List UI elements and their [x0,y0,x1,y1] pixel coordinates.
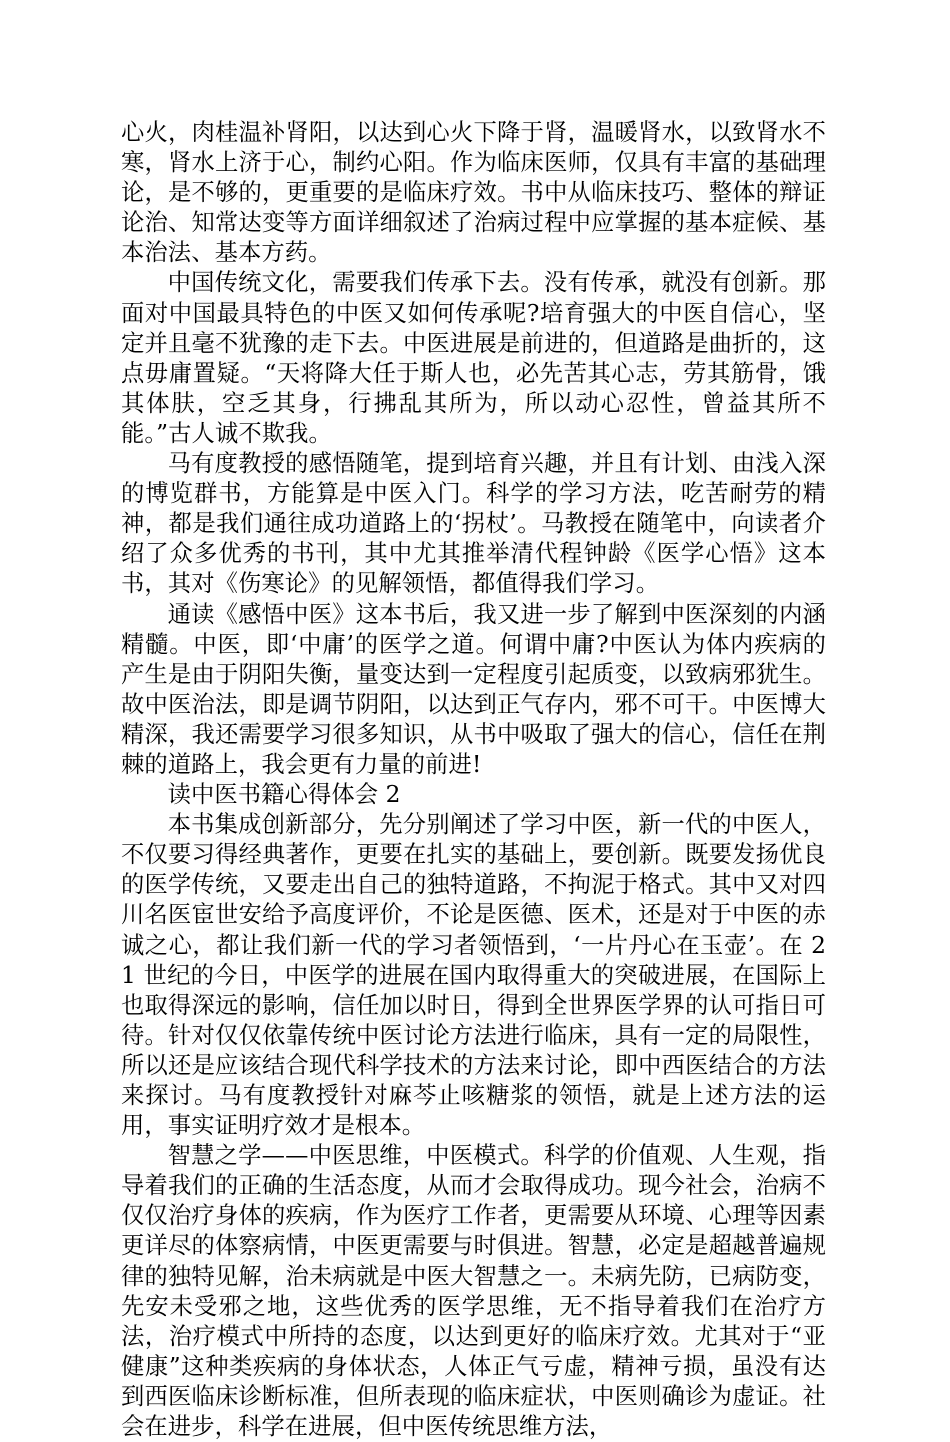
document-body [121,118,826,1442]
paragraph-1: 心火，肉桂温补肾阳，以达到心火下降于肾，温暖肾水，以致肾水不寒，肾水上济于心，制约心阳。作为临床医师，仅具有丰富的基础理论，是不够的，更重要的是临床疗效。书中从临床技巧、整体的辩证论治、知常达变等方面详细叙述了治病过程中应掌握的基本症候、基本治法、基本方药。 [121,119,826,267]
paragraph-3: 马有度教授的感悟随笔，提到培育兴趣，并且有计划、由浅入深的博览群书，方能算是中医入门。科学的学习方法，吃苦耐劳的精神，都是我们通往成功道路上的‘拐杖’。马教授在随笔中，向读者介绍了众多优秀的书刊，其中尤其推举清代程钟龄《医学心悟》这本书，其对《伤寒论》的见解领悟，都值得我们学习。 [121,450,826,598]
paragraph-5: 本书集成创新部分，先分别阐述了学习中医，新一代的中医人，不仅要习得经典著作，更要在扎实的基础上，要创新。既要发扬优良的医学传统，又要走出自己的独特道路，不拘泥于格式。其中又对四川名医宦世安给予高度评价，不论是医德、医术，还是对于中医的赤诚之心，都让我们新一代的学习者领悟到，‘一片丹心在玉壶’。在 21 世纪的今日，中医学的进展在国内取得重大的突破进展，在国际上也取得深远的影响，信任加以时日，得到全世界医学界的认可指日可待。针对仅仅依靠传统中医讨论方法进行临床，具有一定的局限性，所以还是应该结合现代科学技术的方法来讨论，即中西医结合的方法来探讨。马有度教授针对麻芩止咳糖浆的领悟，就是上述方法的运用，事实证明疗效才是根本。 [121,811,826,1140]
paragraph-2: 中国传统文化，需要我们传承下去。没有传承，就没有创新。那面对中国最具特色的中医又如何传承呢?培育强大的中医自信心，坚定并且毫不犹豫的走下去。中医进展是前进的，但道路是曲折的，这点毋庸置疑。“天将降大任于斯人也，必先苦其心志，劳其筋骨，饿其体肤，空乏其身，行拂乱其所为，所以动心忍性，曾益其所不能。”古人诚不欺我。 [121,269,826,447]
section-heading: 读中医书籍心得体会 2 [167,781,401,809]
paragraph-6: 智慧之学——中医思维，中医模式。科学的价值观、人生观，指导着我们的正确的生活态度，从而才会取得成功。现今社会，治病不仅仅治疗身体的疾病，作为医疗工作者，更需要从环境、心理等因素更详尽的体察病情，中医更需要与时俱进。智慧，必定是超越普遍规律的独特见解，治未病就是中医大智慧之一。未病先防，已病防变，先安未受邪之地，这些优秀的医学思维，无不指导着我们在治疗方法，治疗模式中所持的态度，以达到更好的临床疗效。尤其对于“亚健康”这种类疾病的身体状态，人体正气亏虚，精神亏损，虽没有达到西医临床诊断标准，但所表现的临床症状，中医则确诊为虚证。社会在进步，科学在进展，但中医传统思维方法， [121,1142,826,1441]
paragraph-4: 通读《感悟中医》这本书后，我又进一步了解到中医深刻的内涵精髓。中医，即‘中庸’的医学之道。何谓中庸?中医认为体内疾病的产生是由于阴阳失衡，量变达到一定程度引起质变，以致病邪犹生。故中医治法，即是调节阴阳，以达到正气存内，邪不可干。中医博大精深，我还需要学习很多知识，从书中吸取了强大的信心，信任在荆棘的道路上，我会更有力量的前进! [121,600,826,778]
